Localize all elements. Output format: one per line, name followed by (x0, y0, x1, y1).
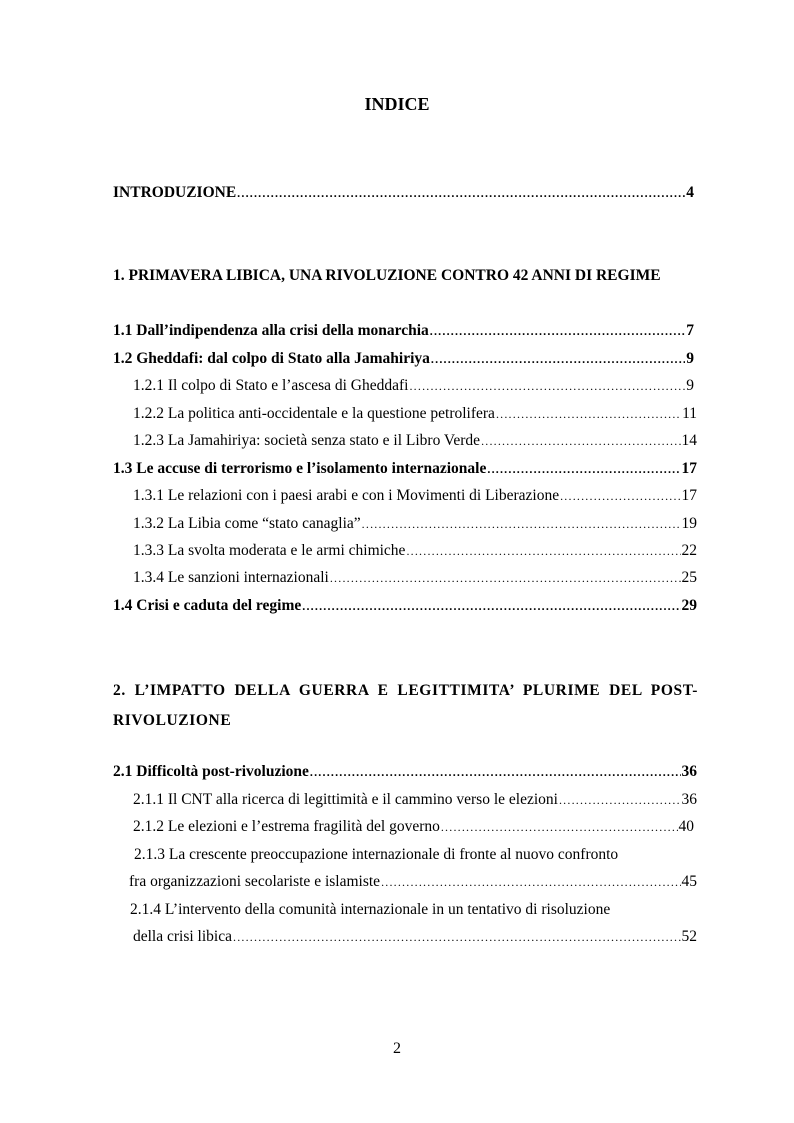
toc-entry-page: 45 (681, 873, 697, 890)
toc-leader-dots (430, 321, 685, 341)
toc-leader-dots (431, 349, 685, 369)
toc-entry-label: 1.3.2 La Libia come “stato canaglia” (133, 515, 361, 532)
toc-entry-label: 1.2 Gheddafi: dal colpo di Stato alla Jamahiriya (113, 350, 430, 367)
toc-entry-1-3-4[interactable] (133, 568, 697, 588)
toc-entry-label: 1.4 Crisi e caduta del regime (113, 597, 302, 614)
toc-entry-label: 1.3.1 Le relazioni con i paesi arabi e con i Movimenti di Liberazione (133, 487, 560, 504)
toc-entry-page: 25 (681, 569, 697, 586)
toc-entry-page: 29 (681, 597, 697, 614)
toc-entry-1-3-3[interactable] (133, 541, 697, 561)
toc-entry-label: 1.3 Le accuse di terrorismo e l’isolamento internazionale (113, 460, 487, 477)
toc-leader-dots (302, 596, 680, 616)
toc-entry-page: 17 (681, 487, 697, 504)
toc-entry-2-1[interactable] (113, 762, 697, 782)
toc-leader-dots (310, 762, 681, 782)
toc-leader-dots (560, 486, 680, 506)
toc-entry-page: 11 (682, 405, 697, 422)
toc-entry-page: 52 (681, 928, 697, 945)
toc-entry-label: 1.2.1 Il colpo di Stato e l’ascesa di Gheddafi (133, 377, 409, 394)
toc-entry-2-1-1[interactable] (133, 790, 697, 810)
toc-entry-1-4[interactable] (113, 596, 697, 616)
toc-leader-dots (233, 927, 681, 947)
toc-entry-page: 4 (686, 184, 694, 201)
toc-leader-dots (237, 183, 685, 203)
toc-entry-label: 1.2.2 La politica anti-occidentale e la questione petrolifera (133, 405, 495, 422)
toc-entry-page: 22 (681, 542, 697, 559)
toc-entry-1-3-2[interactable] (133, 514, 697, 534)
toc-leader-dots (481, 431, 680, 451)
toc-entry-page: 36 (681, 763, 697, 780)
toc-entry-page: 9 (686, 350, 694, 367)
toc-entry-label: 2.1.1 Il CNT alla ricerca di legittimità e il cammino verso le elezioni (133, 791, 558, 808)
toc-entry-label: fra organizzazioni secolariste e islamiste (129, 873, 381, 890)
toc-entry-1-2-1[interactable] (133, 376, 694, 396)
chapter-2-title-line1: 2. L’IMPATTO DELLA GUERRA E LEGITTIMITA’ PLURIME DEL POST- (113, 682, 698, 699)
toc-entry-1-2-3[interactable] (133, 431, 697, 451)
toc-entry-label: 2.1 Difficoltà post-rivoluzione (113, 763, 309, 780)
toc-leader-dots (406, 541, 680, 561)
chapter-2-title-line2: RIVOLUZIONE (113, 712, 232, 729)
toc-entry-1-3-1[interactable] (133, 486, 697, 506)
toc-entry-label: 1.3.4 Le sanzioni internazionali (133, 569, 329, 586)
toc-leader-dots (487, 459, 680, 479)
toc-entry-page: 9 (686, 377, 694, 394)
toc-leader-dots (559, 790, 681, 810)
toc-leader-dots (381, 872, 680, 892)
toc-entry-page: 40 (678, 818, 694, 835)
chapter-1-title[interactable]: 1. PRIMAVERA LIBICA, UNA RIVOLUZIONE CONTRO 42 ANNI DI REGIME (113, 267, 661, 284)
toc-entry-1-2-2[interactable] (133, 404, 697, 424)
toc-entry-page: 7 (686, 322, 694, 339)
toc-entry-1-3[interactable] (113, 459, 697, 479)
toc-entry-label: 1.3.3 La svolta moderata e le armi chimiche (133, 542, 406, 559)
toc-entry-label: INTRODUZIONE (113, 184, 237, 201)
toc-entry-2-1-4-line1[interactable]: 2.1.4 L’intervento della comunità internazionale in un tentativo di risoluzione (130, 901, 611, 918)
toc-leader-dots (362, 514, 681, 534)
toc-entry-2-1-4[interactable] (133, 927, 697, 947)
toc-entry-1-2[interactable] (113, 349, 694, 369)
toc-leader-dots (441, 817, 678, 837)
toc-entry-label: 1.2.3 La Jamahiriya: società senza stato e il Libro Verde (133, 432, 481, 449)
toc-leader-dots (496, 404, 681, 424)
toc-entry-2-1-3[interactable] (129, 872, 697, 892)
toc-entry-2-1-3-line1[interactable]: 2.1.3 La crescente preoccupazione internazionale di fronte al nuovo confronto (134, 846, 619, 863)
toc-entry-page: 17 (681, 460, 697, 477)
chapter-2-title[interactable] (113, 676, 698, 736)
toc-entry-label: 1.1 Dall’indipendenza alla crisi della monarchia (113, 322, 429, 339)
toc-entry-introduction[interactable] (113, 183, 694, 203)
toc-entry-page: 36 (681, 791, 697, 808)
toc-entry-label: della crisi libica (133, 928, 232, 945)
toc-entry-page: 19 (681, 515, 697, 532)
page-number: 2 (393, 1040, 401, 1057)
toc-entry-page: 14 (681, 432, 697, 449)
toc-leader-dots (409, 376, 685, 396)
toc-leader-dots (330, 568, 681, 588)
toc-entry-2-1-2[interactable] (133, 817, 694, 837)
toc-entry-label: 2.1.2 Le elezioni e l’estrema fragilità del governo (133, 818, 440, 835)
page-title: INDICE (364, 94, 430, 114)
toc-entry-1-1[interactable] (113, 321, 694, 341)
